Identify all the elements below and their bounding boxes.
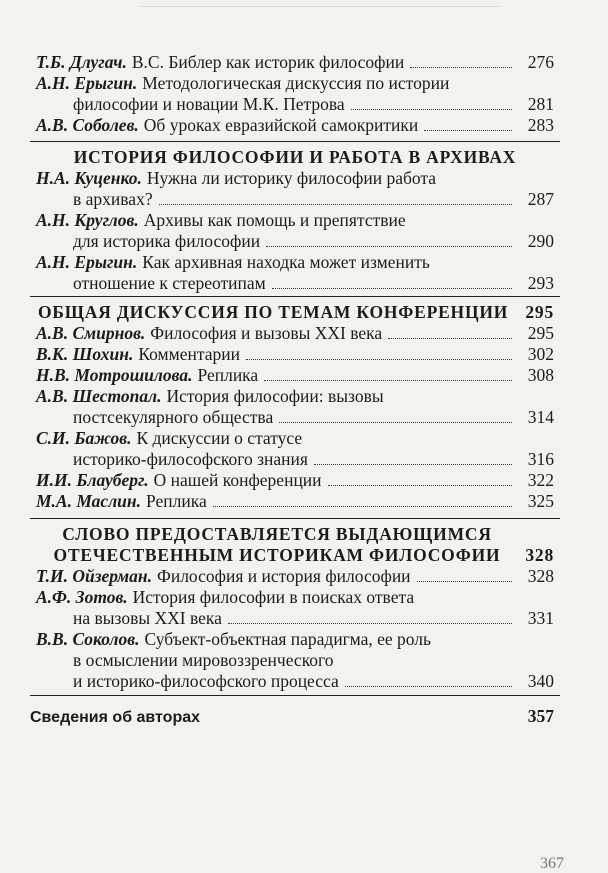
toc-entry[interactable] bbox=[36, 491, 554, 512]
section-divider bbox=[30, 141, 560, 142]
entry-author: Т.И. Ойзерман. bbox=[36, 566, 152, 586]
entry-title: Реплика bbox=[146, 491, 207, 511]
entry-author: Н.В. Мотрошилова. bbox=[36, 365, 193, 385]
entry-title: О нашей конференции bbox=[153, 470, 322, 490]
leader-dots bbox=[213, 506, 512, 507]
section-heading[interactable]: СЛОВО ПРЕДОСТАВЛЯЕТСЯ ВЫДАЮЩИМСЯ ОТЕЧЕСТВЕННЫМ ИСТОРИКАМ ФИЛОСОФИИ 328 bbox=[53, 524, 554, 565]
entry-page: 308 bbox=[527, 365, 554, 385]
leader-dots bbox=[246, 359, 512, 360]
entry-title: Нужна ли историку философии работа bbox=[146, 168, 437, 188]
section-heading[interactable]: ОБЩАЯ ДИСКУССИЯ ПО ТЕМАМ КОНФЕРЕНЦИИ 295 bbox=[38, 302, 554, 322]
entry-author: Т.Б. Длугач. bbox=[36, 52, 127, 72]
entry-author: А.Н. Круглов. bbox=[36, 210, 139, 230]
toc-entry[interactable] bbox=[36, 566, 554, 587]
leader-dots bbox=[272, 288, 512, 289]
entry-title: Архивы как помощь и препятствие bbox=[143, 210, 406, 230]
entry-title: Субъект-объектная парадигма, ее роль bbox=[144, 629, 431, 649]
entry-title: Об уроках евразийской самокритики bbox=[143, 115, 419, 135]
toc-entry[interactable] bbox=[36, 168, 554, 210]
toc-entry[interactable] bbox=[36, 428, 554, 470]
entry-title: Как архивная находка может изменить bbox=[142, 252, 430, 272]
section-divider bbox=[30, 695, 560, 696]
section-divider bbox=[30, 296, 560, 297]
leader-dots bbox=[424, 130, 512, 131]
entry-title: История философии: вызовы bbox=[166, 386, 384, 406]
toc-entry[interactable] bbox=[36, 470, 554, 491]
entry-page: 325 bbox=[527, 491, 554, 511]
entry-author: М.А. Маслин. bbox=[36, 491, 141, 511]
entry-author: А.В. Смирнов. bbox=[36, 323, 146, 343]
leader-dots bbox=[417, 581, 512, 582]
toc-entry[interactable] bbox=[36, 344, 554, 365]
entry-page: 293 bbox=[527, 273, 554, 293]
entry-title-cont: на вызовы XXI века bbox=[73, 608, 222, 628]
entry-author: А.Н. Ерыгин. bbox=[36, 73, 138, 93]
entry-author: Н.А. Куценко. bbox=[36, 168, 142, 188]
leader-dots bbox=[351, 109, 512, 110]
entry-author: А.Ф. Зотов. bbox=[36, 587, 128, 607]
leader-dots bbox=[228, 623, 512, 624]
entry-title-cont: для историка философии bbox=[73, 231, 261, 251]
entry-title-cont: отношение к стереотипам bbox=[73, 273, 266, 293]
entry-title: В.С. Библер как историк философии bbox=[131, 52, 405, 72]
entry-title-cont: в архивах? bbox=[73, 189, 153, 209]
entry-title-cont: историко-философского знания bbox=[73, 449, 308, 469]
entry-page: 340 bbox=[527, 671, 554, 691]
section-page: 357 bbox=[527, 706, 554, 726]
entry-title-cont: философии и новации М.К. Петрова bbox=[73, 94, 345, 114]
section-page: 295 bbox=[525, 302, 554, 322]
entry-page: 287 bbox=[527, 189, 554, 209]
leader-dots bbox=[266, 246, 512, 247]
bleed-through-text bbox=[140, 6, 500, 21]
toc-entry[interactable] bbox=[36, 365, 554, 386]
entry-author: А.В. Соболев. bbox=[36, 115, 139, 135]
section-page: 328 bbox=[525, 545, 554, 565]
toc-entry[interactable] bbox=[36, 210, 554, 252]
toc-entry[interactable] bbox=[36, 629, 554, 692]
entry-title: Философия и история философии bbox=[157, 566, 411, 586]
entry-page: 283 bbox=[527, 115, 554, 135]
leader-dots bbox=[159, 204, 512, 205]
entry-author: С.И. Бажов. bbox=[36, 428, 132, 448]
toc-entry[interactable] bbox=[36, 252, 554, 294]
toc-entry[interactable] bbox=[36, 73, 554, 115]
toc-entry[interactable] bbox=[36, 386, 554, 428]
entry-page: 302 bbox=[527, 344, 554, 364]
leader-dots bbox=[410, 67, 512, 68]
entry-title-cont: и историко-философского процесса bbox=[73, 671, 339, 691]
entry-title: Методологическая дискуссия по истории bbox=[142, 73, 450, 93]
entry-page: 314 bbox=[527, 407, 554, 427]
toc-entry[interactable] bbox=[36, 52, 554, 73]
leader-dots bbox=[279, 422, 512, 423]
entry-page: 281 bbox=[527, 94, 554, 114]
leader-dots bbox=[314, 464, 512, 465]
page-number: 367 bbox=[540, 855, 564, 872]
entry-page: 322 bbox=[527, 470, 554, 490]
entry-title: Комментарии bbox=[138, 344, 240, 364]
entry-page: 276 bbox=[527, 52, 554, 72]
toc-entry[interactable] bbox=[36, 115, 554, 136]
section-heading[interactable]: Сведения об авторах 357 bbox=[30, 706, 554, 726]
entry-author: А.Н. Ерыгин. bbox=[36, 252, 138, 272]
entry-title: К дискуссии о статусе bbox=[136, 428, 303, 448]
section-divider bbox=[30, 518, 560, 519]
leader-dots bbox=[264, 380, 512, 381]
entry-author: И.И. Блауберг. bbox=[36, 470, 149, 490]
entry-page: 295 bbox=[527, 323, 554, 343]
toc-entry[interactable] bbox=[36, 323, 554, 344]
entry-title: Реплика bbox=[197, 365, 259, 385]
leader-dots bbox=[345, 686, 512, 687]
entry-author: В.В. Соколов. bbox=[36, 629, 140, 649]
entry-author: В.К. Шохин. bbox=[36, 344, 134, 364]
toc-entry[interactable] bbox=[36, 587, 554, 629]
section-heading: ИСТОРИЯ ФИЛОСОФИИ И РАБОТА В АРХИВАХ bbox=[73, 147, 517, 167]
entry-page: 316 bbox=[527, 449, 554, 469]
leader-dots bbox=[388, 338, 512, 339]
entry-author: А.В. Шестопал. bbox=[36, 386, 162, 406]
entry-title: История философии в поисках ответа bbox=[132, 587, 415, 607]
entry-title: Философия и вызовы XXI века bbox=[150, 323, 383, 343]
entry-title-cont: в осмыслении мировоззренческого bbox=[73, 650, 334, 670]
entry-page: 290 bbox=[527, 231, 554, 251]
entry-page: 331 bbox=[527, 608, 554, 628]
leader-dots bbox=[328, 485, 512, 486]
entry-title-cont: постсекулярного общества bbox=[73, 407, 274, 427]
entry-page: 328 bbox=[527, 566, 554, 586]
